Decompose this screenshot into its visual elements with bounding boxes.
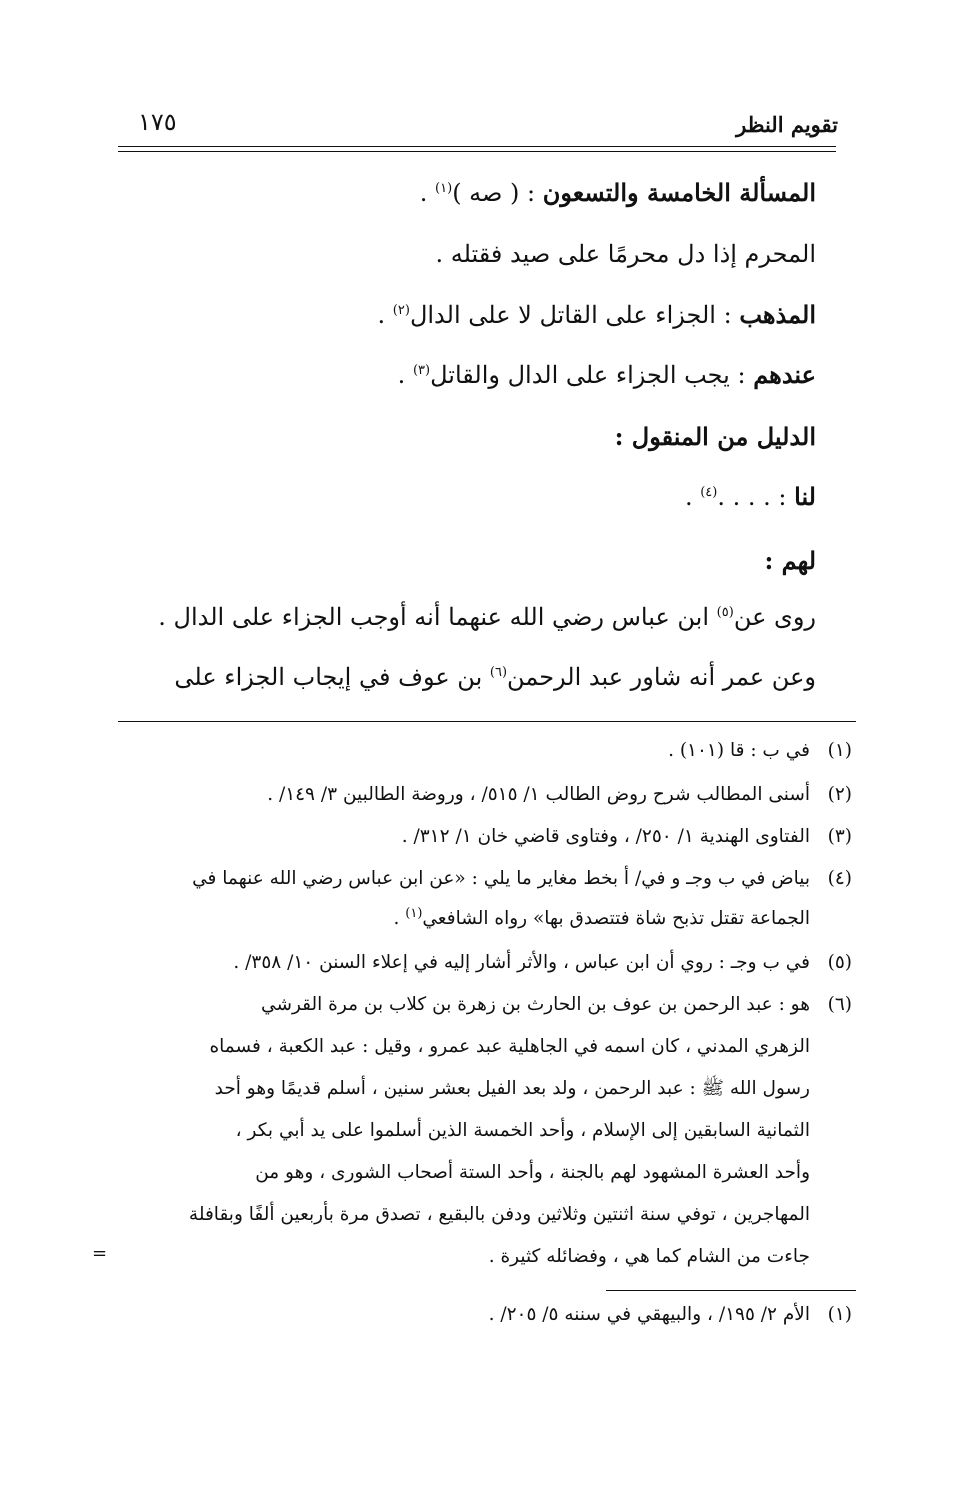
our-evidence-line xyxy=(685,482,816,511)
running-header-title: تقويم النظر xyxy=(736,112,838,137)
issue-statement: المحرم إذا دل محرمًا على صيد فقتله . xyxy=(435,240,816,268)
footnote-number: (٥) xyxy=(827,952,852,973)
footnote xyxy=(668,740,852,761)
footnote-number: (٣) xyxy=(827,826,852,847)
madhhab-label: المذهب xyxy=(739,300,816,329)
footnote-text: الفتاوى الهندية ١/ ٢٥٠/ ، وفتاوى قاضي خان ١/ ٣١٢/ . xyxy=(401,826,810,847)
narration-text: وعن عمر أنه شاور عبد الرحمن xyxy=(507,663,816,691)
footnote xyxy=(267,784,852,805)
their-evidence-label: لهم : xyxy=(764,546,816,575)
footnote-number: (١) xyxy=(827,1304,852,1325)
sub-footnote-separator xyxy=(606,1290,856,1291)
ref-marker: (٦) xyxy=(489,665,508,680)
footnote-text: في ب : قا (١٠١) . xyxy=(668,740,810,761)
footnote-text: الجماعة تقتل تذبح شاة فتتصدق بها» رواه الشافعي xyxy=(422,908,810,929)
footnote-continuation: رسول الله ﷺ : عبد الرحمن ، ولد بعد الفيل بعشر سنين ، أسلم قديمًا وهو أحد xyxy=(214,1078,810,1099)
madhhab-text: : الجزاء على القاتل لا على الدال xyxy=(409,301,732,329)
footnote-continuation: جاءت من الشام كما هي ، وفضائله كثيرة . xyxy=(488,1246,810,1267)
footnote xyxy=(192,868,852,889)
footnote-continuation: وأحد العشرة المشهود لهم بالجنة ، وأحد الستة أصحاب الشورى ، وهو من xyxy=(255,1162,810,1183)
ref-marker: (٥) xyxy=(716,605,734,620)
narration-text: ابن عباس رضي الله عنهما أنه أوجب الجزاء على الدال . xyxy=(158,603,710,631)
sentence-end: . xyxy=(684,483,693,511)
footnote-number: (٢) xyxy=(827,784,852,805)
opponents-label: عندهم xyxy=(753,360,816,389)
narration-text: روى عن xyxy=(733,603,816,631)
footnote-continuation: المهاجرين ، توفي سنة اثنتين وثلاثين ودفن بالبقيع ، تصدق مرة بأربعين ألفًا وبقافلة xyxy=(188,1204,810,1225)
narration-text: بن عوف في إيجاب الجزاء على xyxy=(174,663,483,691)
ref-marker: (٢) xyxy=(392,303,410,318)
footnote-continuation xyxy=(393,905,810,929)
ref-marker: (١) xyxy=(435,181,453,196)
header-rule-top xyxy=(118,146,836,147)
evidence-heading xyxy=(615,422,816,451)
footnote-continuation: الزهري المدني ، كان اسمه في الجاهلية عبد عمرو ، وقيل : عبد الكعبة ، فسماه xyxy=(209,1036,810,1057)
sub-footnote xyxy=(489,1304,852,1325)
their-evidence-heading xyxy=(764,546,816,575)
ref-marker: (١) xyxy=(405,905,423,921)
ref-marker: (٤) xyxy=(700,485,718,500)
issue-title: المسألة الخامسة والتسعون xyxy=(542,178,816,207)
footnote-text: أسنى المطالب شرح روض الطالب ١/ ٥١٥/ ، وروضة الطالبين ٣/ ١٤٩/ . xyxy=(267,784,810,805)
footnote-number: (٦) xyxy=(827,994,852,1015)
footnote-number: (١) xyxy=(827,740,852,761)
narration-line-2 xyxy=(174,663,816,691)
footnote-text: بياض في ب وجـ و في/ أ بخط مغاير ما يلي : «عن ابن عباس رضي الله عنهما في xyxy=(192,868,810,889)
footnote-text: الأم ٢/ ١٩٥/ ، والبيهقي في سننه ٥/ ٢٠٥/ . xyxy=(488,1304,810,1325)
opponents-text: : يجب الجزاء على الدال والقاتل xyxy=(430,361,746,389)
footnote-text: هو : عبد الرحمن بن عوف بن الحارث بن زهرة بن كلاب بن مرة القرشي xyxy=(261,994,810,1015)
footnote-number: (٤) xyxy=(827,868,852,889)
narration-line-1 xyxy=(158,603,816,631)
opponents-line xyxy=(398,360,816,389)
our-evidence-label: لنا xyxy=(794,482,816,511)
madhhab-line xyxy=(378,300,816,329)
footnote-continuation: الثمانية السابقين إلى الإسلام ، وأحد الخمسة الذين أسلموا على يد أبي بكر ، xyxy=(235,1120,810,1141)
our-evidence-text: : . . . . xyxy=(717,483,787,511)
margin-mark: = xyxy=(92,1243,108,1264)
sentence-end: . xyxy=(419,179,428,207)
page-number: ١٧٥ xyxy=(138,108,177,136)
footnote xyxy=(402,826,852,847)
footnote xyxy=(233,952,852,973)
ref-marker: (٣) xyxy=(412,363,431,378)
footnote-separator xyxy=(118,721,856,722)
header-rule-bottom xyxy=(118,151,836,152)
sentence-end: . xyxy=(397,361,406,389)
sentence-end: . xyxy=(393,908,400,929)
sentence-end: . xyxy=(377,301,386,329)
issue-heading xyxy=(420,178,816,207)
footnote-text: في ب وجـ : روي أن ابن عباس ، والأثر أشار إليه في إعلاء السنن ١٠/ ٣٥٨/ . xyxy=(233,952,810,973)
evidence-heading-text: الدليل من المنقول : xyxy=(614,422,816,451)
footnote xyxy=(261,994,852,1015)
issue-code: : ( صه ) xyxy=(452,179,536,207)
